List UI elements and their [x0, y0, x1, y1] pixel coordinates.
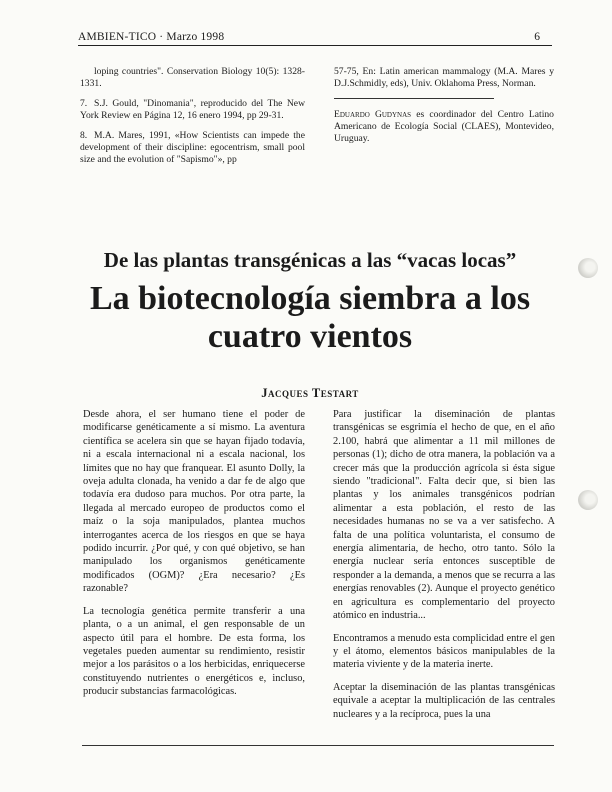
reference-item: loping countries". Conservation Biology 10(5): 1328-1331.	[80, 66, 305, 89]
paragraph: La tecnología genética permite transferir a una planta, o a un animal, el gen responsable de un aspecto útil para el hombre. De esta forma, los vegetales pueden aumentar su rendimiento, resistir mejor a los parásitos o a los herbicidas, enriquecerse constituyendo nutrientes o energéticos e, incluso, producir substancias farmacológicas.	[83, 605, 305, 698]
punch-hole-icon	[578, 258, 598, 278]
reference-item: 8. M.A. Mares, 1991, «How Scientists can impede the development of their discipline: egocentrism, small pool size and the evolution of "Sapismo"», pp	[80, 130, 305, 165]
article-subtitle: De las plantas transgénicas a las “vacas locas”	[103, 248, 517, 272]
article-author: Jacques Testart	[261, 386, 359, 400]
author-note	[334, 109, 554, 145]
paragraph: Encontramos a menudo esta complicidad entre el gen y el átomo, elementos básicos manipulables de la materia viviente y de la materia inerte.	[333, 632, 555, 671]
body-column-left	[83, 408, 305, 708]
article-title: La biotecnología siembra a los cuatro vientos	[89, 280, 531, 355]
page-number: 6	[534, 31, 540, 43]
references-right	[334, 66, 554, 145]
running-header	[78, 29, 552, 46]
author-note-bio: es coordinador del Centro Latino Americano de Ecología Social (CLAES), Montevideo, Uruguay.	[334, 109, 554, 144]
journal-issue: AMBIEN-TICO · Marzo 1998	[78, 31, 225, 43]
paragraph: Para justificar la diseminación de plantas transgénicas se esgrimía el hecho de que, en el año 2.100, habrá que alimentar a 11 mil millones de personas (1); dicho de otra manera, la población va a crecer más que la producción agrícola si ésta sigue siendo "tradicional". Falta decir que, si bien las plantas y los animales transgénicos podrían alimentar a esta población, el resto de las necesidades humanas no se va a ver satisfecho. A falta de una política voluntarista, el consumo de energía alimentaria, de hecho, otro tanto. Sólo la energía nuclear sería entonces susceptible de responder a la demanda, a menos que se recurra a las energías renovables (2). Aunque el proyecto genético en agricultura es complementario del proyecto atómico en industria...	[333, 409, 555, 622]
footer-divider	[82, 745, 554, 746]
paragraph: Desde ahora, el ser humano tiene el poder de modificarse genéticamente a sí mismo. La aventura científica se acelera sin que se hayan fijado todavía, ni a escala internacional ni a escala nacional, los límites que no hay que franquear. El asunto Dolly, la oveja adulta clonada, ha venido a dar fe de algo que todavía era dudoso para muchos. Por otra parte, la llegada al mercado europeo de productos como el maíz o la soja manipulados, plantea muchos interrogantes acerca de los riesgos en que se haya podido incurrir. ¿Por qué, y con qué objetivo, se han manipulado los organismos genéticamente modificados (OGM)? ¿Era necesario? ¿Es razonable?	[83, 409, 305, 595]
paragraph: Aceptar la diseminación de las plantas transgénicas equivale a aceptar la multiplicación de las centrales nucleares y a la recíproca, pues la una	[333, 681, 555, 720]
body-column-right	[333, 408, 555, 730]
author-note-name: Eduardo Gudynas	[334, 109, 412, 120]
punch-hole-icon	[578, 490, 598, 510]
references-left	[80, 66, 305, 174]
reference-item: 7. S.J. Gould, "Dinomania", reproducido del The New York Review en Página 12, 16 enero 1994, pp 29-31.	[80, 98, 305, 121]
divider	[334, 98, 494, 99]
reference-continuation: 57-75, En: Latin american mammalogy (M.A. Mares y D.J.Schmidly, eds), Univ. Oklahoma Press, Norman.	[334, 66, 554, 89]
